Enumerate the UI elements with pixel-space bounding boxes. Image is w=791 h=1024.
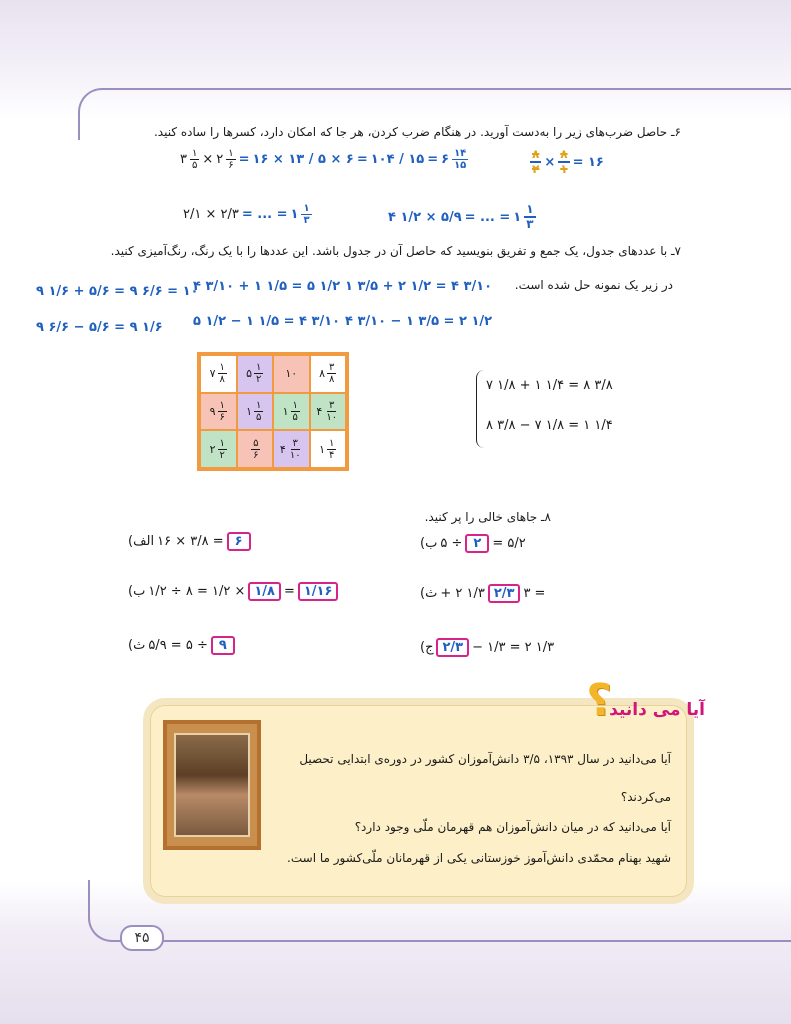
q6-row1-right: $\frac{۸}{۲}$ × $\frac{۸}{۱}$ = ۱۶ — [532, 147, 604, 176]
q7-text: ۷ـ با عددهای جدول، یک جمع و تفریق بنویسید که حاصل آن در جدول باشد. این عددها را با یک رنگ، رنگ‌آمیزی کنید. — [110, 244, 681, 258]
cell-denominator: ۱۰ — [289, 449, 301, 461]
table-cell[interactable] — [201, 356, 236, 392]
cell-numerator: ۳ — [329, 362, 335, 374]
cell-fraction — [254, 362, 263, 385]
q8-se: (ث ۵/۹ = ۵ ÷ ۹ — [128, 636, 235, 655]
q8-jim: (ج ۲/۳ − ۱/۳ = ۲ ۱/۳ — [420, 640, 555, 655]
table-cell[interactable] — [274, 356, 309, 392]
q8-text: ۸ـ جاهای خالی را پر کنید. — [424, 510, 551, 524]
table-cell[interactable] — [238, 356, 273, 392]
cell-numerator: ۱ — [219, 437, 225, 449]
answer-box[interactable]: ۲/۳ — [436, 638, 469, 657]
cell-numerator: ۱ — [219, 362, 225, 374]
q8-pe: (ث + ۲ ۱/۳ ۲/۳ ۳ = — [420, 586, 546, 601]
example-brace — [476, 370, 485, 448]
cell-denominator: ۴ — [329, 449, 335, 461]
q6-row2-right: ۴ ۱/۲ × ۵/۹ = ... = ۱ $\frac{۱}{۳}$ — [388, 202, 534, 231]
answer-box[interactable]: ۱/۸ — [248, 582, 281, 601]
answer-box[interactable]: ۶ — [227, 532, 251, 551]
example-difference: ۸ ۳/۸ − ۷ ۱/۸ = ۱ ۱/۴ — [486, 418, 613, 433]
cell-denominator: ۸ — [219, 374, 225, 386]
cell-whole: ۱ — [246, 404, 253, 418]
cell-whole: ۴ — [316, 404, 323, 418]
q7-handwritten-2: ۴ ۳/۱۰ + ۱ ۱/۵ = ۵ ۱/۲ — [193, 279, 341, 294]
q7-handwritten-6: ۴ ۳/۱۰ − ۱ ۳/۵ = ۲ ۱/۲ — [345, 314, 493, 329]
cell-denominator: ۸ — [329, 374, 335, 386]
cell-denominator: ۵ — [292, 411, 298, 423]
cell-numerator: ۳ — [292, 437, 298, 449]
cell-denominator: ۲ — [256, 374, 262, 386]
cell-denominator: ۵ — [256, 411, 262, 423]
q7-example-note: در زیر یک نمونه حل شده است. — [514, 278, 673, 292]
cell-whole: ۱ — [282, 404, 289, 418]
cell-numerator: ۱ — [256, 362, 262, 374]
q8-alef: (الف ۱۶ × ۳/۸ = ۶ — [128, 532, 251, 551]
table-cell[interactable] — [201, 431, 236, 467]
cell-fraction — [254, 400, 263, 423]
answer-box[interactable]: ۲/۳ — [488, 584, 521, 603]
q8-be-left: (ب ۱/۲ ÷ ۸ = ۱/۲ × ۱/۸ = ۱/۱۶ — [128, 582, 338, 601]
student-portrait-icon — [174, 733, 250, 837]
know-line-2: می‌کردند؟ — [620, 790, 671, 804]
q6-row2-left: ۲/۱ × ۲/۳ = ... = ۱ $\frac{۱}{۳}$ — [183, 203, 310, 226]
table-cell[interactable] — [311, 356, 346, 392]
cell-whole: ۵ — [246, 367, 253, 381]
know-line-4: شهید بهنام محمّدی دانش‌آموز خوزستانی یکی از قهرمانان ملّی‌کشور ما است. — [287, 851, 671, 865]
cell-whole: ۸ — [319, 367, 326, 381]
answer-box[interactable]: ۱/۱۶ — [298, 582, 339, 601]
question-mark-icon: ؟ — [586, 675, 612, 726]
table-cell[interactable] — [274, 431, 309, 467]
table-cell[interactable] — [311, 394, 346, 430]
cell-numerator: ۱ — [219, 399, 225, 411]
q7-handwritten-1: ۹ ۱/۶ + ۵/۶ = ۹ ۶/۶ = ۱۰ — [36, 284, 199, 299]
cell-fraction — [288, 438, 303, 461]
cell-whole: ۱ — [319, 442, 326, 456]
cell-numerator: ۱ — [329, 437, 335, 449]
cell-fraction — [251, 438, 260, 461]
answer-box[interactable]: ۹ — [211, 636, 235, 655]
cell-whole: ۲ — [209, 442, 216, 456]
table-cell[interactable] — [311, 431, 346, 467]
cell-fraction — [324, 400, 339, 423]
example-sum: ۷ ۱/۸ + ۱ ۱/۴ = ۸ ۳/۸ — [486, 378, 613, 393]
cell-fraction — [218, 362, 227, 385]
cell-fraction — [218, 438, 227, 461]
cell-whole: ۹ — [209, 404, 216, 418]
q7-handwritten-5: ۵ ۱/۲ − ۱ ۱/۵ = ۴ ۳/۱۰ — [193, 314, 341, 329]
q6-text: ۶ـ حاصل ضرب‌های زیر را به‌دست آورید. در هنگام ضرب کردن، هر جا که امکان دارد، کسرها را ساده کنید. — [153, 125, 681, 139]
cell-denominator: ۱۰ — [326, 411, 338, 423]
answer-box[interactable]: ۲ — [465, 534, 489, 553]
cell-numerator: ۱ — [292, 399, 298, 411]
table-cell[interactable] — [274, 394, 309, 430]
cell-denominator: ۲ — [219, 449, 225, 461]
cell-numerator: ۵ — [253, 437, 259, 449]
number-table — [197, 352, 349, 471]
cell-numerator: ۳ — [329, 399, 335, 411]
cell-denominator: ۶ — [219, 411, 225, 423]
q8-be-right: (ب ۵ ÷ ۲ = ۵/۲ — [420, 536, 526, 551]
cell-fraction — [327, 362, 336, 385]
cell-fraction — [327, 438, 336, 461]
cell-fraction — [218, 400, 227, 423]
page-number: ۴۵ — [120, 925, 164, 951]
did-you-know-title: آیا می دانید — [609, 700, 705, 720]
cell-whole: ۱۰ — [285, 367, 298, 381]
cell-whole: ۷ — [209, 367, 216, 381]
table-cell[interactable] — [238, 431, 273, 467]
cell-whole: ۴ — [279, 442, 286, 456]
table-cell[interactable] — [238, 394, 273, 430]
table-cell[interactable] — [201, 394, 236, 430]
know-line-1: آیا می‌دانید در سال ۱۳۹۳، ۳/۵ دانش‌آموزان کشور در دوره‌ی ابتدایی تحصیل — [299, 752, 671, 766]
q6-row1-left: ۳ $\frac{۱}{۵}$ × ۲ $\frac{۱}{۶}$ = ۱۶ × ۱۳ / ۵ × ۶ = ۱۰۴ / ۱۵ = ۶ $\frac{۱۴}{۱۵}$ — [180, 148, 467, 171]
cell-fraction — [291, 400, 300, 423]
q7-handwritten-4: ۹ ۶/۶ − ۵/۶ = ۹ ۱/۶ — [36, 320, 163, 335]
cell-numerator: ۱ — [256, 399, 262, 411]
know-line-3: آیا می‌دانید که در میان دانش‌آموزان هم قهرمان ملّی وجود دارد؟ — [354, 820, 671, 834]
q7-handwritten-3: ۱ ۳/۵ + ۲ ۱/۲ = ۴ ۳/۱۰ — [345, 279, 493, 294]
cell-denominator: ۶ — [253, 449, 259, 461]
student-photo — [163, 720, 261, 850]
